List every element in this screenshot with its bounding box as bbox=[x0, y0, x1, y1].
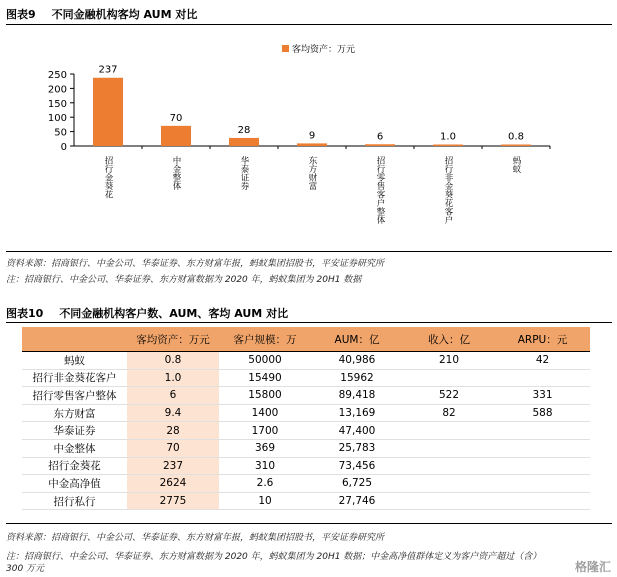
data-label: 9 bbox=[308, 130, 316, 142]
bar bbox=[433, 145, 463, 147]
column-header: 客均资产：万元 bbox=[127, 327, 219, 352]
legend-label: 客均资产：万元 bbox=[292, 45, 356, 55]
table-header-row bbox=[22, 327, 590, 352]
table-row bbox=[22, 387, 590, 405]
y-tick-label: 100 bbox=[47, 113, 67, 125]
figure9-source: 资料来源：招商银行、中金公司、华泰证券、东方财富年报，蚂蚁集团招股书，平安证券研究所 bbox=[6, 259, 385, 269]
table-row bbox=[22, 369, 590, 387]
bar-chart bbox=[0, 40, 617, 250]
table-cell bbox=[403, 422, 495, 440]
legend-swatch bbox=[282, 45, 289, 52]
table-cell bbox=[495, 439, 590, 457]
figure9-title-text: 不同金融机构客均 AUM 对比 bbox=[51, 8, 198, 21]
table-cell: 13,169 bbox=[311, 404, 403, 422]
table-cell bbox=[495, 492, 590, 510]
row-label: 招行零售客户整体 bbox=[22, 387, 127, 405]
bar bbox=[93, 78, 123, 146]
table-cell: 588 bbox=[495, 404, 590, 422]
table-cell: 6 bbox=[127, 387, 219, 405]
figure10-title-text: 不同金融机构客户数、AUM、客均 AUM 对比 bbox=[59, 307, 289, 320]
table-cell: 70 bbox=[127, 439, 219, 457]
table-cell: 331 bbox=[495, 387, 590, 405]
figure10-source: 资料来源：招商银行、中金公司、华泰证券、东方财富年报，蚂蚁集团招股书，平安证券研究所 bbox=[6, 533, 385, 543]
column-header: 客户规模：万 bbox=[219, 327, 311, 352]
row-label: 蚂蚁 bbox=[22, 352, 127, 370]
figure9-number: 图表9 bbox=[6, 8, 36, 21]
table-cell: 15800 bbox=[219, 387, 311, 405]
row-label: 中金高净值 bbox=[22, 475, 127, 493]
row-label: 招行私行 bbox=[22, 492, 127, 510]
table-cell: 1700 bbox=[219, 422, 311, 440]
column-header: ARPU：元 bbox=[495, 327, 590, 352]
watermark-logo: 格隆汇 bbox=[574, 560, 611, 574]
figure9-top-rule bbox=[6, 24, 612, 25]
data-label: 70 bbox=[169, 112, 183, 124]
row-label: 招行金葵花 bbox=[22, 457, 127, 475]
table-cell bbox=[403, 369, 495, 387]
data-label: 0.8 bbox=[508, 131, 524, 143]
table-row bbox=[22, 475, 590, 493]
figure10-number: 图表10 bbox=[6, 307, 44, 320]
data-label: 237 bbox=[98, 64, 118, 76]
table-cell: 15490 bbox=[219, 369, 311, 387]
figure10-note: 注：招商银行、中金公司、华泰证券、东方财富数据为 2020 年，蚂蚁集团为 20H1 数据；中金高净值群体定义为客户资产超过（含） bbox=[6, 552, 542, 562]
data-label: 6 bbox=[376, 131, 384, 143]
table-cell: 25,783 bbox=[311, 439, 403, 457]
table-row bbox=[22, 404, 590, 422]
y-tick-label: 250 bbox=[47, 70, 67, 81]
bar bbox=[161, 126, 191, 146]
figure10-top-rule bbox=[6, 322, 612, 323]
table-cell: 10 bbox=[219, 492, 311, 510]
y-tick-label: 0 bbox=[60, 142, 67, 153]
table-cell: 9.4 bbox=[127, 404, 219, 422]
table-cell: 6,725 bbox=[311, 475, 403, 493]
table-cell bbox=[403, 457, 495, 475]
x-category-label: 招行金葵花 bbox=[103, 156, 113, 199]
row-label: 中金整体 bbox=[22, 439, 127, 457]
bar bbox=[297, 143, 327, 146]
figure9-bottom-rule bbox=[6, 251, 612, 252]
x-category-label: 华泰证券 bbox=[239, 156, 249, 190]
table-cell: 2775 bbox=[127, 492, 219, 510]
table-cell: 27,746 bbox=[311, 492, 403, 510]
table-cell: 310 bbox=[219, 457, 311, 475]
table-cell: 82 bbox=[403, 404, 495, 422]
row-label: 华泰证券 bbox=[22, 422, 127, 440]
figure9-note: 注：招商银行、中金公司、华泰证券、东方财富数据为 2020 年，蚂蚁集团为 20H1 数据 bbox=[6, 275, 362, 285]
column-header bbox=[22, 327, 127, 352]
table-cell: 73,456 bbox=[311, 457, 403, 475]
table-row bbox=[22, 492, 590, 510]
table-row bbox=[22, 352, 590, 370]
figure9-title bbox=[6, 6, 197, 22]
table-cell bbox=[495, 475, 590, 493]
table-cell: 369 bbox=[219, 439, 311, 457]
table-cell bbox=[495, 422, 590, 440]
table-row bbox=[22, 439, 590, 457]
table-cell bbox=[403, 475, 495, 493]
x-category-label: 东方财富 bbox=[307, 156, 317, 190]
x-category-label: 招行零售客户整体 bbox=[375, 156, 385, 224]
figure10-note-continued: 300 万元 bbox=[6, 564, 45, 574]
table-cell: 2.6 bbox=[219, 475, 311, 493]
table-cell bbox=[495, 457, 590, 475]
table-cell: 1.0 bbox=[127, 369, 219, 387]
column-header: AUM：亿 bbox=[311, 327, 403, 352]
column-header: 收入：亿 bbox=[403, 327, 495, 352]
table-cell: 89,418 bbox=[311, 387, 403, 405]
table-cell: 28 bbox=[127, 422, 219, 440]
table-cell: 1400 bbox=[219, 404, 311, 422]
x-category-label: 蚂蚁 bbox=[511, 156, 521, 173]
table-cell bbox=[403, 492, 495, 510]
bar bbox=[365, 144, 395, 146]
comparison-table bbox=[22, 327, 590, 510]
x-category-label: 招行非金葵花客户 bbox=[443, 156, 453, 224]
row-label: 招行非金葵花客户 bbox=[22, 369, 127, 387]
data-label: 1.0 bbox=[440, 131, 456, 143]
table-cell: 47,400 bbox=[311, 422, 403, 440]
table-cell bbox=[495, 369, 590, 387]
x-category-label: 中金整体 bbox=[171, 156, 181, 190]
y-tick-label: 50 bbox=[54, 127, 67, 139]
table-cell: 2624 bbox=[127, 475, 219, 493]
bar bbox=[229, 138, 259, 146]
data-label: 28 bbox=[237, 124, 251, 136]
table-row bbox=[22, 457, 590, 475]
figure10-bottom-rule bbox=[6, 523, 612, 524]
table-cell: 40,986 bbox=[311, 352, 403, 370]
table-row bbox=[22, 422, 590, 440]
table-cell: 50000 bbox=[219, 352, 311, 370]
table-cell: 0.8 bbox=[127, 352, 219, 370]
y-tick-label: 200 bbox=[47, 84, 67, 96]
bar bbox=[501, 145, 531, 147]
table-cell bbox=[403, 439, 495, 457]
table-cell: 15962 bbox=[311, 369, 403, 387]
y-tick-label: 150 bbox=[47, 98, 67, 110]
table-cell: 210 bbox=[403, 352, 495, 370]
figure10-title bbox=[6, 305, 288, 321]
table-cell: 42 bbox=[495, 352, 590, 370]
row-label: 东方财富 bbox=[22, 404, 127, 422]
table-cell: 237 bbox=[127, 457, 219, 475]
table-cell: 522 bbox=[403, 387, 495, 405]
